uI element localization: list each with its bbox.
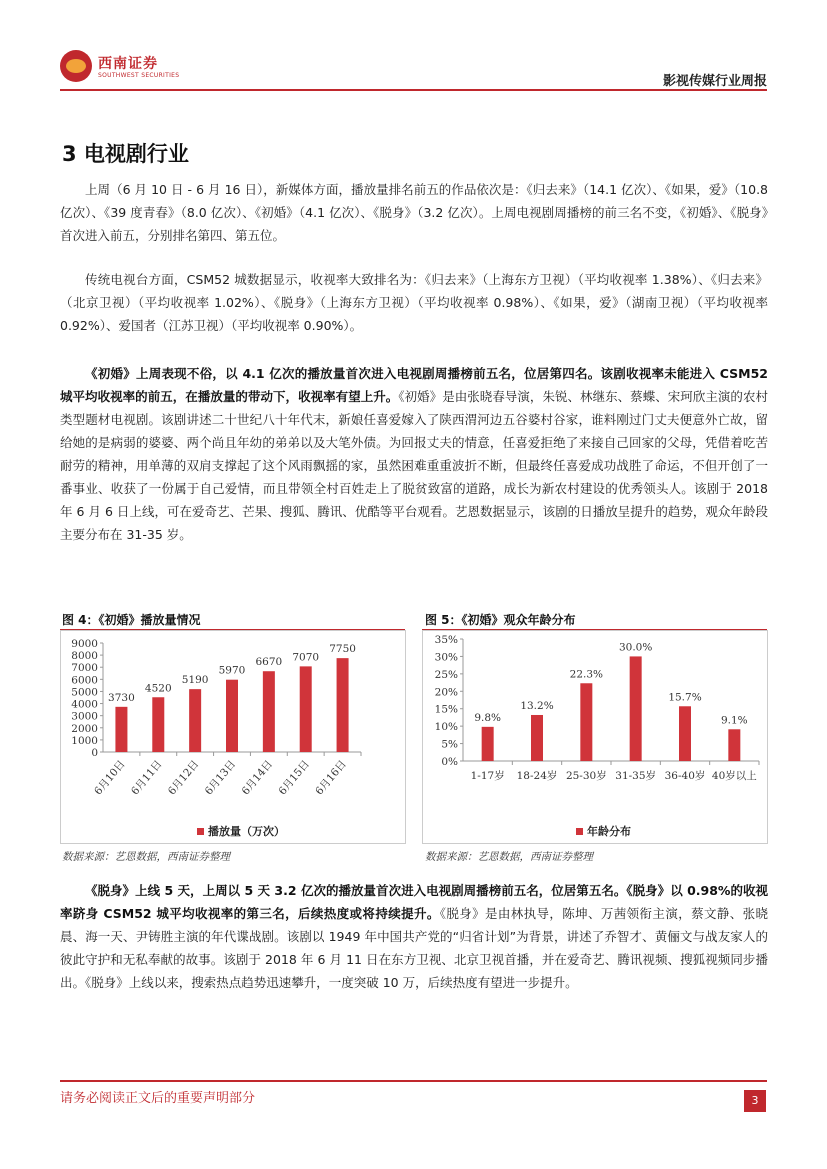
data-label: 5970 [218, 664, 246, 677]
x-tick-label: 6月13日 [202, 758, 239, 798]
y-tick-label: 7000 [71, 662, 98, 675]
bar [152, 697, 164, 752]
data-label: 22.3% [569, 668, 604, 681]
y-tick-label: 3000 [71, 710, 98, 723]
x-tick-label: 6月14日 [239, 758, 276, 798]
data-label: 5190 [181, 674, 209, 687]
section-title: 3 电视剧行业 [62, 142, 189, 166]
legend-swatch [576, 828, 583, 835]
y-tick-label: 5% [441, 738, 458, 751]
bar [263, 671, 275, 752]
paragraph-chuhun-body: 《初婚》是由张晓春导演，朱锐、林继东、蔡蝶、宋珂欣主演的农村类型题材电视剧。该剧讲述二十世纪八十年代末，新娘任喜爱嫁入了陕西渭河边五谷婆村谷家，谁料刚过门丈夫便意外亡故，留给她的是病弱的婆婆、两个尚且年幼的弟弟以及大笔外债。为回报丈夫的情意，任喜爱拒绝了来接自己回家的父母，凭借着吃苦耐劳的精神，用单薄的双肩支撑起了这个风雨飘摇的家，虽然困难重重波折不断，但最终任喜爱成功战胜了命运，不但开创了一番事业、收获了一份属于自己爱情，而且带领全村百姓走上了脱贫致富的道路，成长为新农村建设的优秀领头人。该剧于 2018 年 6 月 6 日上线，可在爱奇艺、芒果、搜狐、腾讯、优酷等平台观看。艺恩数据显示，该剧的日播放呈提升的趋势，观众年龄段主要分布在 31-35 岁。 [60, 389, 768, 542]
y-tick-label: 8000 [71, 650, 98, 663]
y-tick-label: 0 [91, 747, 98, 759]
x-tick-label: 6月16日 [313, 758, 349, 798]
y-tick-label: 6000 [71, 674, 98, 687]
bar [189, 689, 201, 752]
bar [115, 707, 127, 752]
paragraph-tuoshen-lead: 《脱身》上线 5 天，上周以 5 天 3.2 亿次的播放量首次进入电视剧周播榜前五名，位居第五名。《脱身》以 0.98%的收视率跻身 CSM52 城平均收视率的第三名，后续热度或将持续提升。 [60, 883, 768, 921]
x-tick-label: 18-24岁 [516, 770, 558, 782]
y-tick-label: 4000 [71, 698, 98, 711]
data-label: 7750 [329, 643, 356, 656]
bar [300, 666, 312, 752]
report-title: 影视传媒行业周报 [662, 74, 767, 89]
figure-5-source: 数据来源：艺恩数据，西南证券整理 [425, 851, 593, 863]
disclaimer-note: 请务必阅读正文后的重要声明部分 [60, 1091, 256, 1106]
bar [482, 727, 494, 761]
y-tick-label: 30% [434, 651, 458, 664]
figure-5-title: 图 5：《初婚》观众年龄分布 [425, 613, 576, 627]
data-label: 30.0% [618, 641, 653, 654]
paragraph-chuhun-lead: 《初婚》上周表现不俗，以 4.1 亿次的播放量首次进入电视剧周播榜前五名，位居第四名。该剧收视率未能进入 CSM52 城平均收视率的前五，在播放量的带动下，收视率有望上升。 [60, 366, 768, 404]
bar [580, 683, 592, 761]
y-tick-label: 5000 [71, 686, 98, 699]
logo-mark [60, 50, 92, 82]
logo-text-en: SOUTHWEST SECURITIES [98, 72, 180, 79]
bar [531, 715, 543, 761]
bar [226, 680, 238, 752]
legend-label: 播放量（万次） [208, 825, 285, 838]
x-tick-label: 25-30岁 [565, 770, 607, 782]
legend-swatch [197, 828, 204, 835]
data-label: 13.2% [520, 699, 554, 712]
bar [728, 729, 740, 761]
x-tick-label: 6月12日 [165, 758, 202, 798]
logo-text-cn: 西南证券 [98, 56, 158, 72]
header-divider [60, 89, 767, 91]
data-label: 6670 [255, 656, 283, 669]
x-tick-label: 6月10日 [92, 758, 128, 798]
paragraph-tuoshen-body: 《脱身》是由林执导，陈坤、万茜领衔主演，蔡文静、张晓晨、海一天、尹铸胜主演的年代谍战剧。该剧以 1949 年中国共产党的“归省计划”为背景，讲述了乔智才、黄俪文与战友家人的彼此守护和无私奉献的故事。该剧于 2018 年 6 月 11 日在东方卫视、北京卫视首播，并在爱奇艺、腾讯视频、搜狐视频同步播出。《脱身》上线以来，搜索热点趋势迅速攀升，一度突破 10 万，后续热度有望进一步提升。 [60, 906, 768, 990]
bar [337, 658, 349, 752]
company-logo [60, 50, 180, 86]
views-bar-chart [61, 631, 405, 843]
data-label: 3730 [108, 691, 135, 704]
paragraph-chuhun [60, 362, 768, 546]
x-tick-label: 6月11日 [129, 758, 165, 798]
figure-4-title: 图 4：《初婚》播放量情况 [62, 613, 201, 627]
y-tick-label: 1000 [71, 734, 98, 747]
y-tick-label: 15% [434, 703, 458, 716]
bar [630, 656, 642, 761]
figure-5-chart-frame [422, 630, 768, 844]
bar [679, 706, 691, 761]
figure-4-chart-frame [60, 630, 406, 844]
y-tick-label: 9000 [71, 638, 98, 650]
data-label: 15.7% [668, 691, 702, 704]
data-label: 9.1% [720, 714, 748, 727]
x-tick-label: 40岁以上 [711, 770, 757, 782]
figure-4-source: 数据来源：艺恩数据，西南证券整理 [62, 851, 230, 863]
y-tick-label: 10% [434, 721, 458, 734]
y-tick-label: 35% [434, 634, 458, 646]
paragraph-tuoshen [60, 879, 768, 994]
y-tick-label: 20% [434, 686, 458, 699]
x-tick-label: 31-35岁 [615, 770, 657, 782]
data-label: 7070 [292, 651, 320, 664]
age-bar-chart [423, 631, 767, 843]
x-tick-label: 6月15日 [276, 758, 313, 798]
y-tick-label: 25% [434, 668, 458, 681]
data-label: 9.8% [474, 711, 502, 724]
paragraph-new-media: 上周（6 月 10 日 - 6 月 16 日），新媒体方面，播放量排名前五的作品依次是：《归去来》（14.1 亿次）、《如果，爱》（10.8 亿次）、《39 度青春》（8.0 亿次）、《初婚》（4.1 亿次）、《脱身》（3.2 亿次）。上周电视剧周播榜的前三名不变，《初婚》、《脱身》首次进入前五，分别排名第四、第五位。 [60, 182, 768, 243]
y-tick-label: 0% [441, 756, 458, 768]
page-number: 3 [744, 1090, 766, 1112]
legend-label: 年龄分布 [587, 825, 631, 838]
data-label: 4520 [144, 682, 172, 695]
y-tick-label: 2000 [71, 722, 98, 735]
paragraph-tv-ratings: 传统电视台方面，CSM52 城数据显示，收视率大致排名为：《归去来》（上海东方卫视）（平均收视率 1.38%）、《归去来》（北京卫视）（平均收视率 1.02%）、《脱身》（上海东方卫视）（平均收视率 0.98%）、《如果，爱》（湖南卫视）（平均收视率 0.92%）、爱国者（江苏卫视）（平均收视率 0.90%）。 [60, 272, 768, 333]
footer-divider [60, 1080, 767, 1082]
x-tick-label: 36-40岁 [664, 770, 706, 782]
x-tick-label: 1-17岁 [470, 770, 505, 782]
